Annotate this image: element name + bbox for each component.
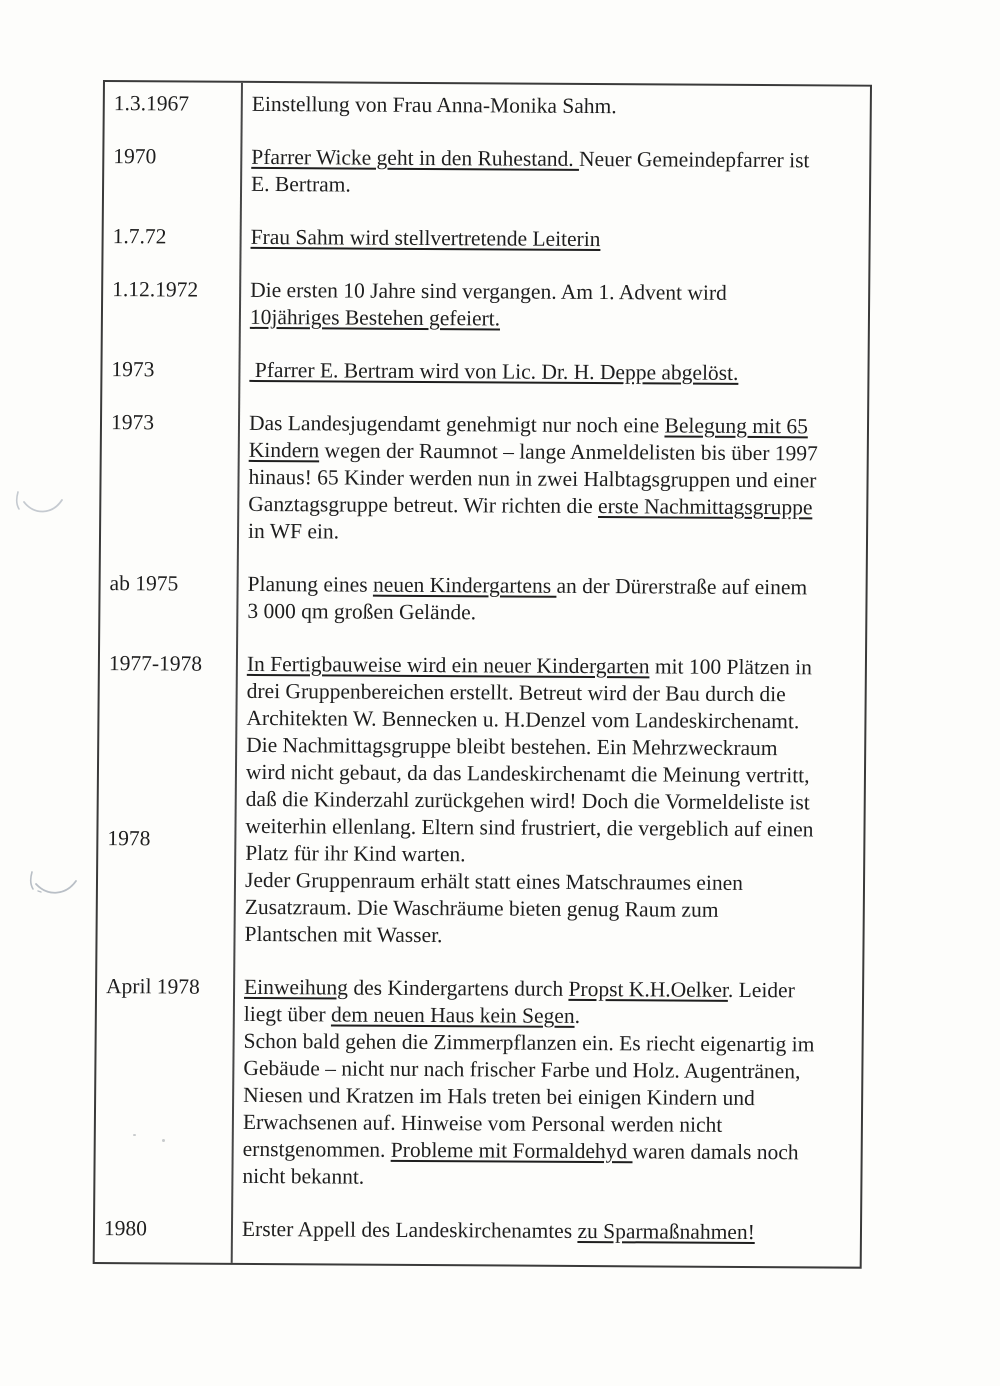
text-segment: Zusatzraum. Die Waschräume bieten genug Raum zum [244, 894, 719, 922]
text-line [245, 840, 859, 871]
text-line [251, 171, 865, 202]
text-segment: nicht bekannt. [242, 1163, 365, 1189]
text-line [243, 1082, 857, 1113]
text-segment: Einstellung von Frau Anna-Monika Sahm. [251, 91, 617, 119]
row-text-cell [231, 974, 862, 1194]
chronicle-table [93, 80, 872, 1269]
text-segment: Planung eines [247, 571, 374, 597]
text-segment: . Leider [727, 977, 795, 1003]
table-row [103, 276, 868, 335]
underlined-text: Frau Sahm wird stellvertretende Leiterin [250, 224, 601, 252]
underlined-text: zu Sparmaßnahmen! [577, 1218, 755, 1245]
row-date: 1980 [103, 1216, 148, 1241]
text-line [246, 786, 860, 817]
text-line [244, 1001, 858, 1032]
row-text-cell [241, 91, 870, 122]
row-text-cell [240, 224, 869, 255]
table-row [104, 143, 869, 202]
row-date: 1.12.1972 [112, 277, 199, 302]
text-line [247, 598, 861, 629]
text-segment: des Kindergartens durch [347, 975, 569, 1001]
text-line [242, 1163, 856, 1194]
text-line [251, 224, 865, 255]
text-segment: Platz für ihr Kind warten. [245, 840, 466, 867]
text-segment: weiterhin ellenlang. Eltern sind frustriert, die vergeblich auf einen [245, 813, 814, 842]
row-date: 1970 [113, 144, 157, 169]
row-text-cell [231, 1216, 860, 1247]
text-line [243, 1136, 857, 1167]
text-segment: Schon bald gehen die Zimmerpflanzen ein. Es riecht eigenartig im [243, 1028, 815, 1057]
text-segment: Die Nachmittagsgruppe bleibt bestehen. Ein Mehrzweckraum [246, 732, 778, 761]
row-date: 1977-1978 [108, 651, 203, 676]
text-line [248, 464, 862, 495]
text-line [245, 813, 859, 844]
row-date: 1.7.72 [112, 224, 167, 249]
text-line [246, 705, 860, 736]
text-line [243, 1109, 857, 1140]
row-date: April 1978 [105, 974, 200, 999]
text-segment: Plantschen mit Wasser. [244, 921, 443, 948]
row-text-cell [240, 144, 869, 202]
text-line [249, 437, 863, 468]
row-date-cell [95, 973, 233, 1190]
text-segment: Niesen und Kratzen im Hals treten bei einigen Kindern und [243, 1082, 755, 1111]
text-segment: an der Dürerstraße auf einem [556, 573, 808, 600]
text-segment: Ganztagsgruppe betreut. Wir richten die [248, 491, 599, 519]
text-line [250, 304, 864, 335]
text-line [244, 974, 858, 1005]
text-line [244, 1028, 858, 1059]
underlined-text: Pfarrer E. Bertram wird von Lic. Dr. H. Deppe abgelöst. [249, 357, 739, 385]
text-segment: Jeder Gruppenraum erhält statt eines Matschraumes einen [244, 867, 744, 895]
text-line [246, 732, 860, 763]
text-segment: Gebäude – nicht nur nach frischer Farbe und Holz. Augentränen, [243, 1055, 801, 1084]
text-line [245, 867, 859, 898]
row-date-cell [102, 356, 238, 384]
text-line [247, 651, 861, 682]
row-text-cell [237, 410, 867, 549]
text-segment: ernstgenommen. [242, 1136, 391, 1162]
text-segment: waren damals noch [632, 1139, 799, 1165]
table-row [95, 1215, 860, 1247]
text-segment: daß die Kinderzahl zurückgehen wird! Doch die Vormeldeliste ist [245, 786, 810, 815]
pencil-scribble-icon [24, 862, 82, 902]
underlined-text: 10jähriges Bestehen gefeiert. [249, 304, 501, 331]
text-segment: hinaus! 65 Kinder werden nun in zwei Halbtagsgruppen und einer [248, 464, 817, 493]
table-row [104, 223, 869, 255]
text-segment: . [574, 1003, 581, 1028]
text-line [251, 144, 865, 175]
text-line [242, 1216, 856, 1247]
text-segment: Architekten W. Bennecken u. H.Denzel vom Landeskirchenamt. [246, 705, 800, 734]
text-line [248, 518, 862, 549]
text-line [249, 357, 863, 388]
row-text-cell [238, 357, 867, 388]
underlined-text: dem neuen Haus kein Segen [330, 1002, 575, 1028]
underlined-text: Pfarrer Wicke geht in den Ruhestand. [251, 144, 580, 171]
text-line [250, 277, 864, 308]
text-segment: Neuer Gemeindepfarrer ist [578, 146, 810, 173]
text-segment: Das Landesjugendamt genehmigt nur noch eine [248, 410, 665, 438]
text-segment: drei Gruppenbereichen erstellt. Betreut wird der Bau durch die [246, 678, 786, 707]
table-row [102, 356, 867, 388]
row-date-cell [105, 90, 241, 118]
text-segment: wegen der Raumnot – lange Anmeldelisten bis über 1997 [319, 438, 818, 466]
table-row [105, 90, 870, 122]
row-date-cell [104, 143, 240, 198]
underlined-text: neuen Kindergartens [372, 572, 557, 598]
underlined-text: Kindern [248, 437, 320, 463]
row-date: 1973 [111, 357, 155, 382]
underlined-text: Belegung mit 65 [664, 413, 808, 439]
row-text-cell [239, 277, 868, 335]
row-date: 1973 [110, 410, 155, 435]
text-segment: liegt über [243, 1001, 332, 1027]
underlined-text: In Fertigbauweise wird ein neuer Kindergarten [246, 651, 650, 679]
table-row [101, 409, 867, 549]
text-segment: mit 100 Plätzen in [649, 654, 813, 680]
row-text-cell [233, 651, 865, 952]
pencil-scribble-icon [12, 484, 70, 522]
text-segment: Erwachsenen auf. Hinweise vom Personal werden nicht [242, 1109, 723, 1137]
text-line [249, 410, 863, 441]
text-segment: in WF ein. [247, 518, 340, 544]
underlined-text: Probleme mit Formaldehyd [390, 1137, 633, 1164]
row-date: 1978 [107, 826, 151, 851]
text-line [247, 678, 861, 709]
row-date-cell [95, 1215, 231, 1243]
text-segment: Die ersten 10 Jahre sind vergangen. Am 1. Advent wird [250, 277, 727, 305]
table-row [97, 650, 865, 952]
text-line [252, 91, 866, 122]
table-row [100, 570, 865, 629]
row-date-cell [104, 223, 240, 251]
row-date-cell [97, 650, 236, 948]
row-date: 1.3.1967 [113, 91, 190, 116]
row-date-cell [100, 570, 236, 625]
row-text-cell [236, 571, 865, 629]
text-segment: wird nicht gebaut, da das Landeskirchenamt die Meinung vertritt, [245, 759, 810, 788]
text-line [246, 759, 860, 790]
text-segment: Erster Appell des Landeskirchenamtes [241, 1216, 578, 1243]
underlined-text: Einweihung [243, 974, 349, 1000]
row-date-cell [103, 276, 239, 331]
text-line [244, 921, 858, 952]
text-line [248, 491, 862, 522]
text-segment: E. Bertram. [250, 171, 351, 197]
table-row [95, 973, 862, 1194]
text-line [247, 571, 861, 602]
text-segment: 3 000 qm großen Gelände. [247, 598, 477, 625]
underlined-text: Propst K.H.Oelker [568, 976, 729, 1002]
row-date: ab 1975 [109, 571, 179, 596]
underlined-text: erste Nachmittagsgruppe [597, 494, 813, 520]
text-line [243, 1055, 857, 1086]
text-line [245, 894, 859, 925]
row-date-cell [101, 409, 238, 545]
